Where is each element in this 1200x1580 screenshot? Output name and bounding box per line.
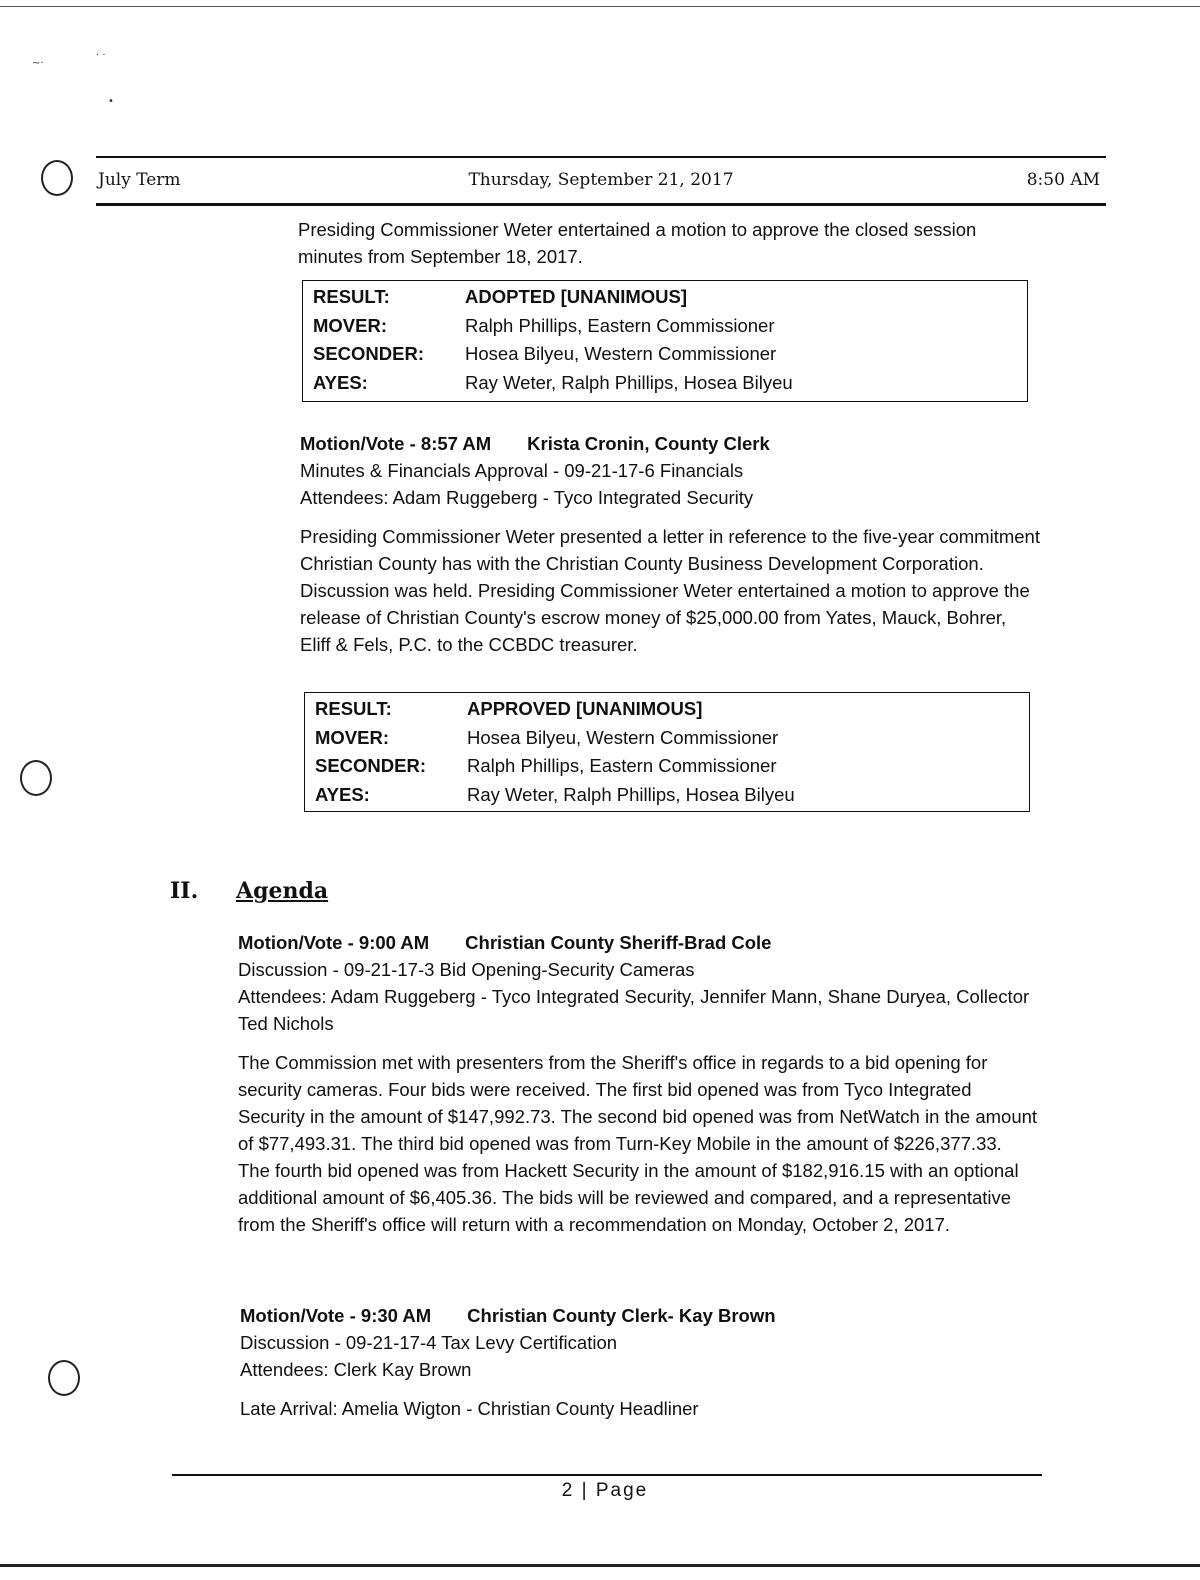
- discussion-line: Discussion - 09-21-17-4 Tax Levy Certification: [240, 1332, 618, 1353]
- vote-row-mover: MOVER: Ralph Phillips, Eastern Commissioner: [313, 314, 775, 336]
- header-term: July Term: [98, 170, 181, 190]
- vote-row-mover: MOVER: Hosea Bilyeu, Western Commissioner: [315, 726, 779, 748]
- binder-hole: [48, 1360, 80, 1396]
- scan-speck: ~·: [32, 58, 44, 69]
- vote-table-escrow: [304, 692, 1030, 812]
- vote-row-seconder: SECONDER: Ralph Phillips, Eastern Commissioner: [315, 755, 777, 776]
- vote-table-closed-session: [302, 280, 1028, 402]
- vote-row-result: RESULT: ADOPTED [UNANIMOUS]: [313, 286, 687, 307]
- vote-row-ayes: AYES: Ray Weter, Ralph Phillips, Hosea Bilyeu: [315, 783, 795, 805]
- scan-speck: •: [108, 96, 114, 107]
- intro-paragraph: Presiding Commissioner Weter entertained a motion to approve the closed session minutes from September 18, 2017.: [298, 219, 977, 267]
- footer-rule: [172, 1474, 1042, 1476]
- agenda-item-security-cameras: [238, 929, 1038, 1238]
- binder-hole: [20, 760, 52, 796]
- motion-line: Motion/Vote - 9:00 AM Christian County Sheriff-Brad Cole: [238, 932, 772, 953]
- binder-hole: [41, 160, 73, 196]
- scan-bottom-edge: [0, 1564, 1200, 1567]
- attendees-line: Attendees: Clerk Kay Brown: [240, 1359, 472, 1380]
- header-rule-top: [96, 156, 1106, 158]
- attendees-line: Attendees: Adam Ruggeberg - Tyco Integrated Security, Jennifer Mann, Shane Duryea, Collector Ted Nichols: [238, 986, 1030, 1034]
- discussion-line: Minutes & Financials Approval - 09-21-17-6 Financials: [300, 460, 744, 481]
- scan-top-edge: [0, 6, 1200, 7]
- section-title: Agenda: [236, 878, 329, 904]
- agenda-item-tax-levy: [240, 1302, 1040, 1422]
- scan-speck: · ·: [96, 50, 106, 61]
- agenda-item-financials: [300, 430, 1040, 658]
- header-date: Thursday, September 21, 2017: [468, 170, 734, 190]
- page-header: [96, 156, 1106, 206]
- header-rule-bottom: [96, 203, 1106, 206]
- vote-row-seconder: SECONDER: Hosea Bilyeu, Western Commissioner: [313, 343, 777, 364]
- item-paragraph: Presiding Commissioner Weter presented a letter in reference to the five-year commitment Christian County has with the Christian County Business Development Corporation. Discussion was held. Presiding Commissioner Weter entertained a motion to approve the release of Christian County's escrow money of $25,000.00 from Yates, Mauck, Bohrer, Eliff & Fels, P.C. to the CCBDC treasurer.: [300, 526, 1040, 655]
- item-paragraph: The Commission met with presenters from the Sheriff's office in regards to a bid opening for security cameras. Four bids were received. The first bid opened was from Tyco Integrated Security in the amount of $147,992.73. The second bid opened was from NetWatch in the amount of $77,493.31. The third bid opened was from Turn-Key Mobile in the amount of $226,377.33. The fourth bid opened was from Hackett Security in the amount of $182,916.15 with an optional additional amount of $6,405.36. The bids will be reviewed and compared, and a representative from the Sheriff's office will return with a recommendation on Monday, October 2, 2017.: [238, 1052, 1038, 1235]
- header-time: 8:50 AM: [1026, 170, 1100, 190]
- motion-line: Motion/Vote - 9:30 AM Christian County Clerk- Kay Brown: [240, 1305, 776, 1326]
- attendees-line: Attendees: Adam Ruggeberg - Tyco Integrated Security: [300, 487, 754, 508]
- discussion-line: Discussion - 09-21-17-3 Bid Opening-Security Cameras: [238, 959, 695, 980]
- vote-row-result: RESULT: APPROVED [UNANIMOUS]: [315, 698, 703, 719]
- page-number: 2 | Page: [561, 1480, 649, 1501]
- motion-line: Motion/Vote - 8:57 AM Krista Cronin, County Clerk: [300, 433, 770, 454]
- late-arrival-line: Late Arrival: Amelia Wigton - Christian County Headliner: [240, 1398, 699, 1419]
- section-number: II.: [170, 878, 199, 904]
- vote-row-ayes: AYES: Ray Weter, Ralph Phillips, Hosea Bilyeu: [313, 371, 793, 393]
